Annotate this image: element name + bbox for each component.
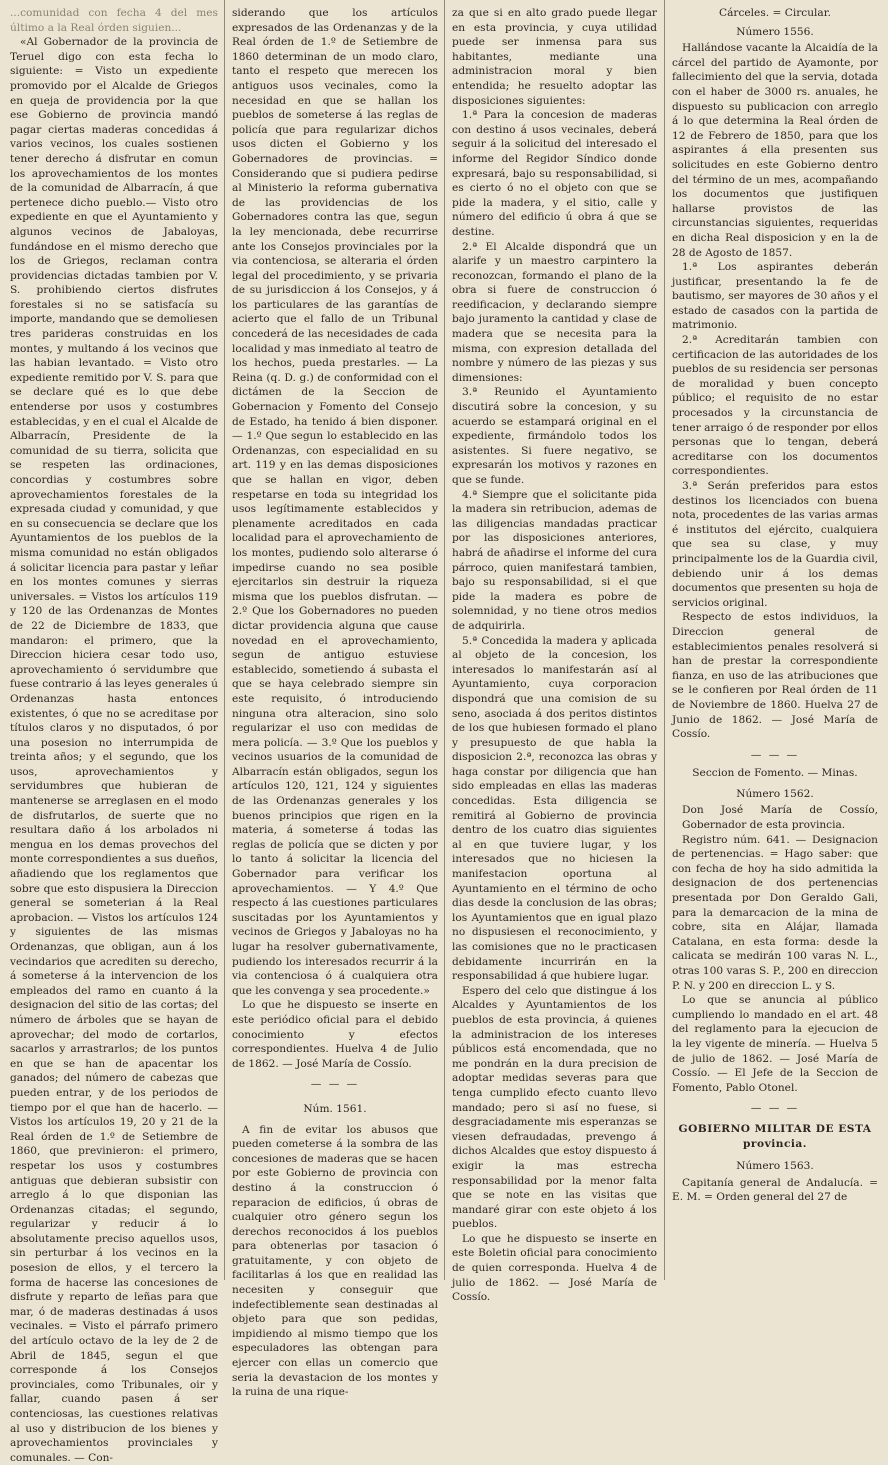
section-heading-fomento: Seccion de Fomento. — Minas. xyxy=(692,767,858,780)
timber-intro-continuation: za que si en alto grado puede llegar en esta provincia, y cuya utilidad puede ser inmensa para sus habitantes, mediante una administracion moral y bien entendida; he resuelto adoptar las disposiciones siguientes: xyxy=(452,7,657,107)
column-rule xyxy=(664,0,665,1280)
closing-warning: Espero del celo que distingue á los Alcaldes y Ayuntamientos de los pueblos de esta provincia, á quienes la administracion de los intereses públicos está encomendada, que no me pondrán en la dura precision de adoptar medidas severas para que tenga cumplido efecto cuanto llevo mandado; pero si así no fuese, si desgraciadamente mis esperanzas se viesen defraudadas, prevengo á dichos Alcaldes que estoy dispuesto á exigir la mas estrecha responsabilidad por la menor falta que se note en las visitas que mandaré girar con este objeto á los pueblos. xyxy=(452,984,657,1231)
section-heading-carceles: Cárceles. = Circular. xyxy=(718,7,832,19)
governor-line: Don José María de Cossío, Gobernador de esta provincia. xyxy=(682,804,878,832)
separator: — — — xyxy=(750,748,800,761)
vacancy-closing: Respecto de estos individuos, la Direccion general de establecimientos penales resolverá si han de prestar la correspondiente fianza, en uso de las atribuciones que se le confieren por Real órden de 11 de Noviembre de 1860. Huelva 27 de Junio de 1862. — José María de Cossío. xyxy=(672,611,878,741)
rule-1: 1.ª Para la concesion de maderas con destino á usos vecinales, deberá seguir á la solicitud del interesado el informe del Regidor Síndico donde expresará, bajo su responsabilidad, si es cierto ó no el objeto con que se pide la madera, y el sitio, calle y número del edificio ú obra á que se destine. xyxy=(452,109,657,238)
column-rule xyxy=(444,0,445,1280)
real-orden-continuation: siderando que los artículos expresados de las Ordenanzas y de la Real órden de 1.º de Setiembre de 1860 determinan de un modo claro, tanto el respeto que merecen los antiguos usos vecinales, como la necesidad en que se hallan los pueblos de someterse á las reglas de policía que para regularizar dichos usos dicten el Gobierno y los Gobernadores de provincias. = Considerando que si pudiera pedirse al Ministerio la reforma gubernativa de las providencias de los Gobernadores contra las que, segun la ley mencionada, debe recurrirse ante los Consejos provinciales por la via contenciosa, se alteraria el órden legal del procedimiento, y se privaria de su jurisdiccion á los Consejos, y á los particulares de las garantías de acierto que el fallo de un Tribunal concederá de las necesidades de cada localidad y mas inmediato al teatro de los hechos, pueda prestarles. — La Reina (q. D. g.) de conformidad con el dictámen de la Seccion de Gobernacion y Fomento del Consejo de Estado, ha tenido á bien disponer. — 1.º Que segun lo establecido en las Ordenanzas, con especialidad en su art. 119 y en las demas disposiciones que se hallan en vigor, deben respetarse en toda su integridad los usos legítimamente establecidos y plenamente acreditados en cada localidad para el aprovechamiento de los montes, pudiendo solo alterarse ó impedirse cuando no sea posible ejercitarlos sin destruir la riqueza misma que los pueblos disfrutan. — 2.º Que los Gobernadores no pueden dictar providencia alguna que cause novedad en el aprovechamiento, segun de antiguo estuviese establecido, sometiendo á subasta el que se haya celebrado siempre sin este requisito, ó introduciendo ninguna otra alteracion, sino solo regularizar el uso con medidas de mera policía. — 3.º Que los pueblos y vecinos usuarios de la comunidad de Albarracín están obligados, segun los artículos 120, 121, 124 y siguientes de las Ordenanzas generales y los buenos principios que rigen en la materia, á someterse á todas las reglas de policía que se dicten y por lo tanto á solicitar la licencia del Gobernador para verificar los aprovechamientos. — Y 4.º Que respecto á las cuestiones particulares suscitadas por los Ayuntamientos y vecinos de Griegos y Jabaloyas no ha lugar ha resolver gubernativamente, pudiendo los interesados recurrir á la via contenciosa ó á cualquiera otra que les convenga y sea procedente.» xyxy=(232,7,438,997)
timber-notice-intro: A fin de evitar los abusos que pueden cometerse á la sombra de las concesiones de maderas que se hacen por este Gobierno de provincia con destino á la construccion ó reparacion de edificios, ú obras de cualquier otro género segun los derechos reconocidos á los pueblos para obtenerlas por tasacion ó gratuitamente, y con objeto de facilitarlas á los que en realidad las necesiten y conseguir que indefectiblemente sean destinadas al objeto para que son pedidas, impidiendo al mismo tiempo que los especuladores las obtengan para ejercer con ellas un comercio que seria la devastacion de los montes y la ruina de una rique- xyxy=(232,1123,438,1399)
requirement-1: 1.ª Los aspirantes deberán justificar, presentando la fe de bautismo, ser mayores de 30 años y el estado de casados con la partida de matrimonio. xyxy=(672,261,878,332)
separator: — — — xyxy=(750,1102,800,1115)
notice-number: Núm. 1561. xyxy=(303,1102,367,1115)
vacancy-notice: Hallándose vacante la Alcaidía de la cárcel del partido de Ayamonte, por fallecimiento del que la servia, dotada con el haber de 3000 rs. anuales, he dispuesto su publicacion con arreglo á lo que determina la Real órden de 12 de Febrero de 1850, para que los aspirantes á ella presenten sus solicitudes en este Gobierno dentro del término de un mes, acompañando los documentos que justifiquen hallarse provistos de las circunstancias siguientes, requeridas en dicha Real disposicion y en la de 28 de Agosto de 1857. xyxy=(672,42,878,259)
notice-number: Número 1563. xyxy=(736,1160,814,1173)
rule-3: 3.ª Reunido el Ayuntamiento discutirá sobre la concesion, y su acuerdo se estampará original en el expediente, firmándolo todos los asistentes. Si fuere negativo, se expresarán los motivos y razones en que se funde. xyxy=(452,386,657,486)
column-4 xyxy=(672,6,878,1276)
real-orden-text: «Al Gobernador de la provincia de Teruel digo con esta fecha lo siguiente: = Visto un expediente promovido por el Alcalde de Griegos en queja de providencia por la que ese Gobierno de provincia mandó pagar ciertas maderas concedidas á varios vecinos, los cuales sostienen tener derecho á disfrutar en comun los aprovechamientos de los montes de la comunidad de Albarracín, á que pertenece dicho pueblo.— Visto otro expediente en que el Ayuntamiento y algunos vecinos de Jabaloyas, fundándose en el mismo derecho que los de Griegos, reclaman contra providencias dictadas tambien por V. S. prohibiendo ciertos disfrutes forestales si no se satisfacía su importe, mandando que se demoliesen tres parideras construidas en los montes, y multando á los vecinos que las habian levantado. = Visto otro expediente remitido por V. S. para que se declare qué es lo que debe entenderse por usos y costumbres establecidas, y en el cual el Alcalde de Albarracín, Presidente de la comunidad de su tierra, solicita que se respeten las ordinaciones, concordias y costumbres sobre aprovechamientos forestales de la expresada ciudad y comunidad, y que en su consecuencia se declare que los Ayuntamientos de los pueblos de la misma comunidad no están obligados á solicitar licencia para pastar y leñar en los montes comunes y sierras universales. = Vistos los artículos 119 y 120 de las Ordenanzas de Montes de 22 de Diciembre de 1833, que mandaron: el primero, que la Direccion hiciera cesar todo uso, aprovechamiento ó servidumbre que fuese contrario á las leyes generales ú Ordenanzas hasta entonces existentes, ó que no se acreditase por títulos claros y no disputados, ó por una posesion no interrumpida de treinta años; y el segundo, que los usos, aprovechamientos y servidumbres que hubieran de mantenerse se arreglasen en el modo de disfrutarlos, de suerte que no resultara daño á los arbolados ni mengua en los demas provechos del monte correspondientes a sus dueños, añadiendo que los reglamentos que sobre que esto dispusiera la Direccion general se someterian á la Real aprobacion. — Vistos los artículos 124 y siguientes de las mismas Ordenanzas, que obligan, aun á los vecindarios que acrediten su derecho, á someterse á la intervencion de los empleados del ramo en cuanto á la designacion del sitio de las cortas; del número de árboles que se hayan de aprovechar; del modo de cortarlos, sacarlos y arrastrarlos; de los puntos en que se han de apacentar los ganados; del número de cabezas que pueden entrar, y de los periodos de tiempo por el que han de hacerlo. — Vistos los artículos 19, 20 y 21 de la Real órden de 1.º de Setiembre de 1860, que previnieron: el primero, respetar los usos y costumbres antiguas que debieran subsistir con arreglo á lo que disponian las Ordenanzas citadas; el segundo, regularizar y reducir á lo absolutamente preciso aquellos usos, sin perturbar á los vecinos en la posesion de ellos, y el tercero la forma de hacerse las concesiones de disfrute y reparto de leñas para que mar, ó de maderas destinadas á usos vecinales. = Visto el párrafo primero del artículo octavo de la ley de 2 de Abril de 1845, segun el que corresponde á los Consejos provinciales, como Tribunales, oir y fallar, cuando pasen á ser contenciosas, las cuestiones relativas al uso y distribucion de los bienes y aprovechamientos provinciales y comunales. — Con- xyxy=(10,36,218,1464)
column-2 xyxy=(232,6,438,1399)
separator: — — — xyxy=(310,1078,360,1091)
requirement-3: 3.ª Serán preferidos para estos destinos los licenciados con buena nota, procedentes de las varias armas é institutos del ejército, cualquiera que sea su clase, y muy principalmente los de la Guardia civil, debiendo unir á los demas documentos que presenten su hoja de servicios original. xyxy=(672,480,878,609)
rule-5: 5.ª Concedida la madera y aplicada al objeto de la concesion, los interesados lo manifestarán así al Ayuntamiento, cuya corporacion dispondrá que una comision de su seno, asociada á dos peritos distintos de los que hubiesen formado el plano y presupuesto de que habla la disposicion 2.ª, reconozca las obras y haga constar por diligencia que han sido empleadas en ellas las maderas concedidas. Esta diligencia se remitirá al Gobierno de provincia dentro de los cuatro dias siguientes al en que tuviere lugar, y los interesados que no hiciesen la manifestacion oportuna al Ayuntamiento en el término de ocho dias desde la conclusion de las obras; los Ayuntamientos que en igual plazo no dispusiesen el reconocimiento, y las comisiones que no le practicasen debidamente incurrirán en la responsabilidad á que hubiere lugar. xyxy=(452,634,657,983)
column-rule xyxy=(224,0,225,1280)
section-heading-gobierno-militar: GOBIERNO MILITAR DE ESTA provincia. xyxy=(678,1122,872,1150)
column-1 xyxy=(10,6,218,1464)
column-3 xyxy=(452,6,657,1304)
notice-number: Número 1562. xyxy=(736,787,814,800)
mining-closing: Lo que se anuncia al público cumpliendo lo mandado en el art. 48 del reglamento para la ejecucion de la ley vigente de minería. — Huelva 5 de julio de 1862. — José María de Cossío. — El Jefe de la Seccion de Fomento, Pablo Otonel. xyxy=(672,994,878,1094)
mining-registry: Registro núm. 641. — Designacion de pertenencias. = Hago saber: que con fecha de hoy ha sido admitida la designacion de dos pertenencias presentada por Don Geraldo Gali, para la demarcacion de la mina de cobre, sita en Alájar, llamada Catalana, en esta forma: desde la calicata se medirán 100 varas N. L., otras 100 varas S. P., 200 en direccion P. N. y 200 en direccion L. y S. xyxy=(672,833,878,992)
requirement-2: 2.ª Acreditarán tambien con certificacion de las autoridades de los pueblos de su residencia ser personas de moralidad y buen concepto público; el requisito de no estar procesados y la circunstancia de tener arraigo ó de responder por ellos personas que lo tengan, deberá acreditarse con los documentos correspondientes. xyxy=(672,334,878,478)
military-order-start: Capitanía general de Andalucía. = E. M. = Orden general del 27 de xyxy=(672,1176,878,1204)
rule-2: 2.ª El Alcalde dispondrá que un alarife y un maestro carpintero la reconozcan, formando el plano de la obra si fuere de construccion ó reedificacion, y declarando siempre bajo juramento la cantidad y clase de madera que se necesita para la misma, con expresion detallada del nombre y número de las piezas y sus dimensiones: xyxy=(452,240,657,384)
rule-4: 4.ª Siempre que el solicitante pida la madera sin retribucion, ademas de las diligencias mandadas practicar por las disposiciones anteriores, habrá de añadirse el informe del cura párroco, quien manifestará tambien, bajo su responsabilidad, si el que pide la madera es pobre de solemnidad, y no tiene otros medios de adquirirla. xyxy=(452,488,657,632)
publication-note: Lo que he dispuesto se inserte en este Boletin oficial para conocimiento de quien corresponda. Huelva 4 de julio de 1862. — José María de Cossío. xyxy=(452,1232,657,1304)
notice-number: Número 1556. xyxy=(736,25,814,38)
publication-note: Lo que he dispuesto se inserte en este periódico oficial para el debido conocimiento y efectos correspondientes. Huelva 4 de Julio de 1862. — José María de Cossío. xyxy=(232,999,438,1070)
faded-header-line: ...comunidad con fecha 4 del mes último a la Real órden siguien... xyxy=(10,7,218,34)
